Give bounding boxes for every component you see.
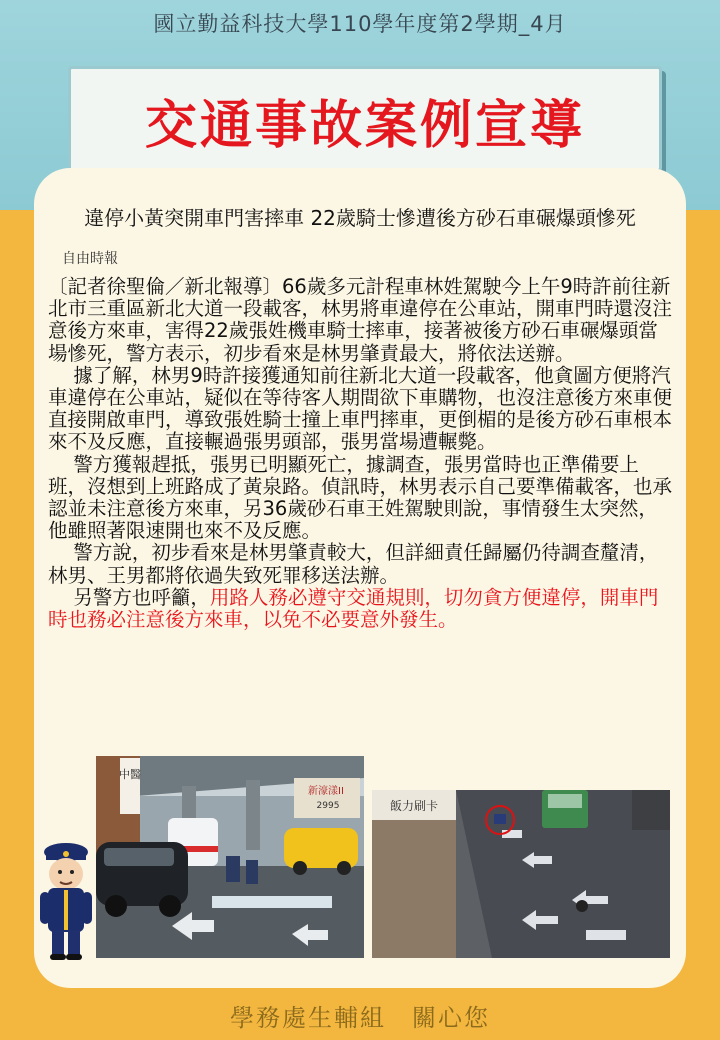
poster-title: 交通事故案例宣導 xyxy=(144,96,585,156)
appeal-lead: 另警方也呼籲， xyxy=(73,585,210,609)
footer-signature: 學務處生輔組 關心您 xyxy=(230,1004,490,1032)
semester-line: 國立勤益科技大學110學年度第2學期_4月 xyxy=(153,12,567,36)
article-paragraph-3: 警方獲報趕抵，張男已明顯死亡，據調查，張男當時也正準備要上班，沒想到上班路成了黃泉路。偵訊時，林男表示自己要準備載客，也承認並未注意後方來車，另36歲砂石車王姓駕駛則說，事情發生太突然，他雖照著限速開也來不及反應。 xyxy=(48,452,673,543)
street-scene-image xyxy=(96,756,364,958)
cctv-scene-image xyxy=(372,790,670,958)
article-paragraph-4: 警方說，初步看來是林男肇責較大，但詳細責任歸屬仍待調查釐清，林男、王男都將依過失致死罪移送法辦。 xyxy=(48,541,659,587)
title-box xyxy=(68,66,662,172)
shop-sign: 飯力刷卡 xyxy=(389,799,439,813)
article-paragraph-5 xyxy=(48,587,676,631)
building-sign: 新濠漾II xyxy=(308,786,344,797)
article-headline: 違停小黃突開車門害摔車 22歲騎士慘遭後方砂石車碾爆頭慘死 xyxy=(84,206,636,230)
accident-photo-cctv xyxy=(372,790,670,958)
accident-photo-street xyxy=(96,756,364,958)
vertical-sign: 中醫 xyxy=(119,768,141,781)
article-body xyxy=(48,276,676,631)
building-sign-number: 2995 xyxy=(316,801,340,811)
article-paragraph-2: 據了解，林男9時許接獲通知前往新北大道一段載客，他貪圖方便將汽車違停在公車站，疑似在等待客人期間欲下車購物，也沒注意後方來車便直接開啟車門，導致張姓騎士撞上車門摔車，更倒楣的是後方砂石車根本來不及反應，直接輾過張男頭部，張男當場遭輾斃。 xyxy=(48,363,673,454)
article-paragraph-1: 〔記者徐聖倫／新北報導〕66歲多元計程車林姓駕駛今上午9時許前往新北市三重區新北大道一段載客，林男將車違停在公車站，開車門時還沒注意後方來車，害得22歲張姓機車騎士摔車，接著被後方砂石車碾爆頭當場慘死，警方表示，初步看來是林男肇責最大，將依法送辦。 xyxy=(48,275,673,365)
police-mascot xyxy=(36,842,96,962)
article-source: 自由時報 xyxy=(62,251,118,267)
safety-warning: 用路人務必遵守交通規則，切勿貪方便違停，開車門時也務必注意後方來車，以免不必要意外發生。 xyxy=(48,585,659,632)
police-officer-icon xyxy=(36,842,96,962)
